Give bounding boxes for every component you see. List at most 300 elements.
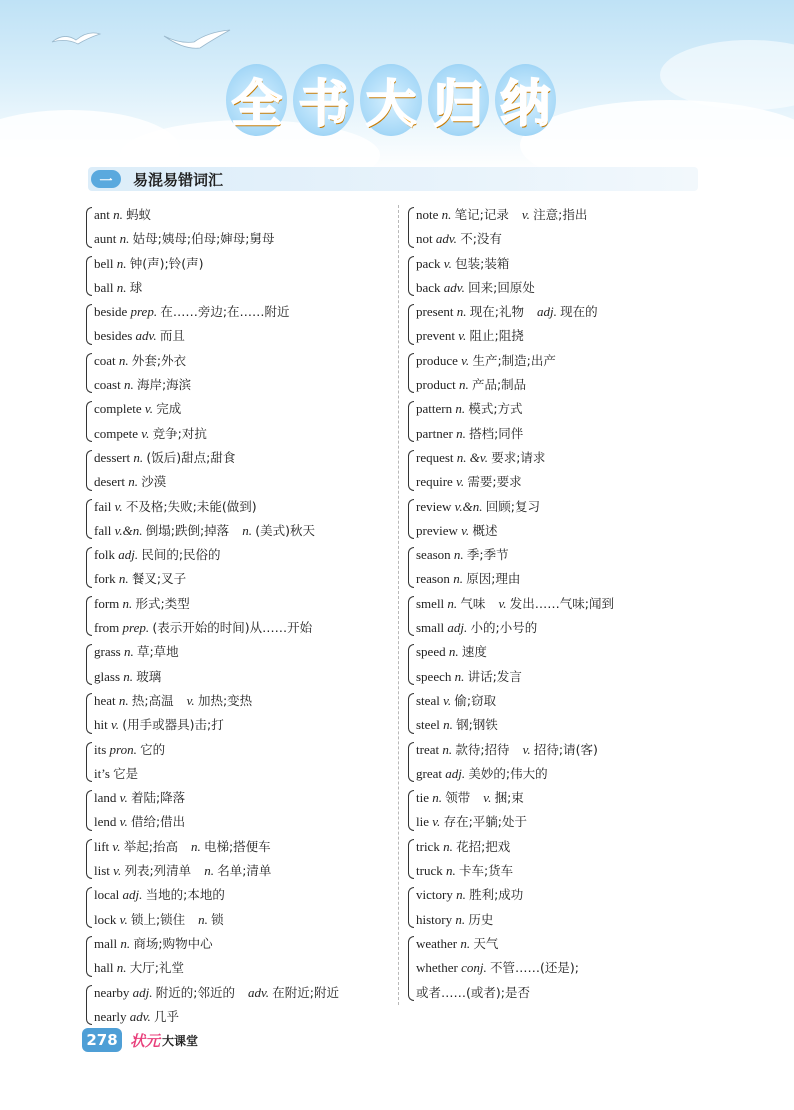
- vocab-entry: [94, 908, 391, 932]
- word-pair-group: [86, 543, 391, 592]
- word-pair-group: [86, 446, 391, 495]
- vocab-entry: [94, 446, 391, 470]
- vocab-entry: [416, 689, 698, 713]
- brand-suffix: 大课堂: [162, 1033, 199, 1048]
- part-of-speech: adv.: [247, 984, 270, 1000]
- vocab-word: small: [416, 620, 445, 636]
- brace-bracket: [86, 207, 92, 248]
- chinese-meaning: 电梯;搭便车: [203, 838, 271, 854]
- vocab-entry: [94, 300, 391, 324]
- vocab-entry: [94, 640, 391, 664]
- part-of-speech: v.: [461, 352, 470, 368]
- chinese-meaning: 笔记;记录: [454, 207, 509, 222]
- word-pair-group: [408, 203, 698, 252]
- seagull-icon: [162, 28, 232, 56]
- page-number: 278: [82, 1028, 122, 1052]
- chinese-meaning: 概述: [472, 522, 498, 538]
- vocab-word: nearly: [94, 1008, 127, 1024]
- part-of-speech: v.: [432, 814, 441, 830]
- vocab-entry: [416, 470, 698, 494]
- section-heading: [88, 167, 698, 191]
- chinese-meaning: 借给;借出: [130, 814, 186, 830]
- chinese-meaning: 不管……(还是);: [490, 960, 579, 976]
- vocab-entry: [94, 689, 391, 713]
- part-of-speech: n.: [116, 255, 127, 271]
- chinese-meaning: 讲话;发言: [467, 668, 522, 684]
- part-of-speech: adv.: [443, 279, 465, 295]
- part-of-speech: v.: [119, 790, 128, 806]
- part-of-speech: v.: [141, 425, 150, 441]
- part-of-speech: n.: [118, 571, 129, 587]
- word-pair-group: [86, 786, 391, 835]
- brace-bracket: [408, 839, 414, 880]
- chinese-meaning: 热;高温: [131, 692, 174, 708]
- chinese-meaning: 餐叉;叉子: [131, 571, 187, 587]
- part-of-speech: pron.: [109, 741, 137, 757]
- chinese-meaning: 沙漠: [141, 474, 167, 490]
- vocab-word: land: [94, 790, 117, 806]
- chinese-meaning: 竞争;对抗: [152, 425, 207, 441]
- vocab-entry: [94, 543, 391, 567]
- column-divider: [398, 205, 399, 1005]
- chinese-meaning: 它是: [113, 765, 139, 781]
- part-of-speech: n.: [204, 863, 214, 879]
- vocab-word: season: [416, 547, 451, 563]
- part-of-speech: v.: [443, 692, 452, 708]
- chinese-meaning: 民间的;民俗的: [141, 547, 221, 563]
- vocab-entry: [94, 835, 391, 859]
- word-pair-group: [408, 300, 698, 349]
- vocab-word: back: [416, 279, 441, 295]
- vocab-word: product: [416, 377, 456, 393]
- vocab-word: truck: [416, 863, 443, 879]
- word-pair-group: [86, 738, 391, 787]
- chinese-meaning: 姑母;姨母;伯母;婶母;舅母: [132, 231, 275, 247]
- vocab-entry: [416, 713, 698, 737]
- part-of-speech: v.: [483, 790, 492, 806]
- brace-bracket: [408, 450, 414, 491]
- brace-bracket: [86, 401, 92, 442]
- brace-bracket: [408, 499, 414, 540]
- vocab-word: fork: [94, 571, 116, 587]
- chinese-meaning: 捆;束: [494, 790, 524, 806]
- vocab-word: not: [416, 231, 433, 247]
- vocab-entry: [416, 786, 698, 810]
- brace-bracket: [408, 596, 414, 637]
- vocab-entry: [416, 349, 698, 373]
- brace-bracket: [86, 596, 92, 637]
- chinese-meaning: (表示开始的时间)从……开始: [152, 620, 313, 636]
- part-of-speech: conj.: [461, 960, 487, 976]
- vocab-word: whether: [416, 960, 458, 976]
- vocab-entry: [94, 762, 391, 786]
- part-of-speech: v.&n.: [454, 498, 483, 514]
- vocab-word: mall: [94, 935, 118, 951]
- vocab-entry: [416, 495, 698, 519]
- part-of-speech: n.: [128, 474, 139, 490]
- chinese-meaning: 搭档;同伴: [469, 425, 524, 441]
- chinese-meaning: 注意;指出: [533, 207, 588, 222]
- chinese-meaning: 招待;请(客): [533, 741, 598, 757]
- vocab-entry: [94, 932, 391, 956]
- chinese-meaning: 不及格;失败;未能(做到): [125, 498, 257, 514]
- part-of-speech: v.: [114, 498, 123, 514]
- part-of-speech: n.: [133, 449, 144, 465]
- vocab-entry: [94, 956, 391, 980]
- vocab-entry: [416, 567, 698, 591]
- vocab-word: ball: [94, 279, 114, 295]
- part-of-speech: adj.: [447, 620, 468, 636]
- part-of-speech: n.: [456, 887, 466, 903]
- vocab-entry: [94, 470, 391, 494]
- vocab-word: steel: [416, 717, 440, 733]
- part-of-speech: adj.: [537, 304, 557, 320]
- word-pair-group: [408, 397, 698, 446]
- vocab-word: fail: [94, 498, 112, 514]
- chinese-meaning: 历史: [468, 911, 494, 927]
- vocab-word: glass: [94, 668, 120, 684]
- vocab-word: victory: [416, 887, 453, 903]
- part-of-speech: v.: [461, 522, 470, 538]
- vocab-word: aunt: [94, 231, 117, 247]
- part-of-speech: v.: [443, 255, 452, 271]
- vocab-entry: [94, 422, 391, 446]
- vocab-word: lie: [416, 814, 429, 830]
- brace-bracket: [86, 985, 92, 1026]
- chinese-meaning: 草;草地: [136, 644, 179, 660]
- chinese-meaning: 商场;购物中心: [133, 935, 213, 951]
- brace-bracket: [408, 742, 414, 783]
- chinese-meaning: 包装;装箱: [455, 255, 510, 271]
- part-of-speech: n.: [453, 571, 463, 587]
- vocab-word: coat: [94, 352, 116, 368]
- chinese-meaning: 不;没有: [460, 231, 502, 247]
- chinese-meaning: 着陆;降落: [130, 790, 186, 806]
- part-of-speech: n.: [453, 547, 464, 563]
- vocab-entry: [416, 300, 698, 324]
- part-of-speech: n.: [123, 377, 134, 393]
- vocab-entry: [416, 859, 698, 883]
- vocab-word: steal: [416, 692, 440, 708]
- brace-bracket: [408, 547, 414, 588]
- brace-bracket: [408, 790, 414, 831]
- vocab-word: ant: [94, 207, 110, 222]
- chinese-meaning: 在……旁边;在……附近: [160, 304, 290, 320]
- word-pair-group: [86, 883, 391, 932]
- word-pair-group: [86, 689, 391, 738]
- part-of-speech: n.: [447, 595, 458, 611]
- word-pair-group: [86, 640, 391, 689]
- vocab-word: pattern: [416, 401, 453, 417]
- chinese-meaning: 完成: [156, 401, 182, 417]
- chinese-meaning: 模式;方式: [468, 401, 523, 417]
- vocab-word: compete: [94, 425, 139, 441]
- part-of-speech: n.: [113, 207, 123, 222]
- vocab-entry: [94, 713, 391, 737]
- vocab-word: hit: [94, 717, 108, 733]
- chinese-meaning: 胜利;成功: [469, 887, 524, 903]
- vocab-word: prevent: [416, 328, 455, 344]
- vocab-word: treat: [416, 741, 440, 757]
- chinese-meaning: 玻璃: [136, 668, 162, 684]
- brace-bracket: [408, 256, 414, 297]
- part-of-speech: n.: [118, 692, 129, 708]
- brace-bracket: [408, 353, 414, 394]
- part-of-speech: n.: [123, 668, 133, 684]
- vocab-word: speed: [416, 644, 446, 660]
- vocab-word: weather: [416, 935, 458, 951]
- brace-bracket: [86, 839, 92, 880]
- chinese-meaning: 原因;理由: [466, 571, 521, 587]
- word-pair-group: [86, 981, 391, 1030]
- vocab-entry: [94, 883, 391, 907]
- vocab-entry: [416, 324, 698, 348]
- vocab-entry: [94, 859, 391, 883]
- vocab-entry: [416, 446, 698, 470]
- part-of-speech: v.: [119, 814, 128, 830]
- chinese-meaning: 回顾;复习: [485, 498, 541, 514]
- part-of-speech: n.: [460, 935, 471, 951]
- part-of-speech: v.: [521, 207, 530, 222]
- vocab-word: tie: [416, 790, 429, 806]
- chinese-meaning: 举起;抬高: [123, 838, 178, 854]
- part-of-speech: adv.: [129, 1008, 151, 1024]
- part-of-speech: n.: [190, 838, 201, 854]
- brace-bracket: [86, 644, 92, 685]
- brace-bracket: [86, 547, 92, 588]
- brace-bracket: [408, 887, 414, 928]
- chinese-meaning: 蚂蚁: [126, 207, 152, 222]
- brace-bracket: [408, 644, 414, 685]
- vocab-entry: [94, 397, 391, 421]
- book-summary-title: [226, 64, 556, 136]
- chinese-meaning: 阻止;阻挠: [469, 328, 524, 344]
- vocab-entry: [94, 567, 391, 591]
- vocab-entry: [416, 665, 698, 689]
- chinese-meaning: 形式;类型: [135, 595, 190, 611]
- vocab-entry: [416, 616, 698, 640]
- word-pair-group: [86, 592, 391, 641]
- vocab-word: review: [416, 498, 452, 514]
- vocab-entry: [416, 762, 698, 786]
- vocab-entry: [416, 227, 698, 251]
- vocab-entry: [416, 738, 698, 762]
- part-of-speech: n.: [123, 644, 134, 660]
- vocab-word: dessert: [94, 449, 131, 465]
- section-number-badge: 一: [91, 170, 121, 188]
- part-of-speech: n. &v.: [456, 449, 488, 465]
- part-of-speech: v.: [112, 838, 121, 854]
- word-pair-group: [86, 203, 391, 252]
- chinese-meaning: 发出……气味;闻到: [509, 595, 614, 611]
- chinese-meaning: 速度: [461, 644, 487, 660]
- part-of-speech: n.: [120, 935, 131, 951]
- vocab-word: preview: [416, 522, 458, 538]
- vocab-word: present: [416, 304, 454, 320]
- chinese-meaning: (美式)秋天: [255, 522, 315, 538]
- chinese-meaning: 大厅;礼堂: [129, 960, 184, 976]
- title-char: 书: [293, 64, 354, 136]
- part-of-speech: n.: [441, 207, 452, 222]
- brace-bracket: [86, 304, 92, 345]
- word-pair-group: [408, 446, 698, 495]
- vocab-word: form: [94, 595, 120, 611]
- page-footer: [82, 1027, 198, 1053]
- part-of-speech: v.: [119, 911, 128, 927]
- vocab-word: beside: [94, 304, 128, 320]
- vocab-entry: [416, 981, 698, 1005]
- word-pair-group: [86, 300, 391, 349]
- brace-bracket: [86, 450, 92, 491]
- word-pair-group: [86, 252, 391, 301]
- vocab-word: produce: [416, 352, 458, 368]
- chinese-meaning: 在附近;附近: [272, 984, 339, 1000]
- chinese-meaning: 领带: [445, 790, 471, 806]
- vocab-word: great: [416, 765, 442, 781]
- vocab-entry: [416, 373, 698, 397]
- chinese-meaning: 附近的;邻近的: [155, 984, 235, 1000]
- vocab-entry: [94, 227, 391, 251]
- brace-bracket: [86, 790, 92, 831]
- word-pair-group: [408, 349, 698, 398]
- part-of-speech: n.: [443, 838, 453, 854]
- vocab-word: folk: [94, 547, 115, 563]
- part-of-speech: n.: [116, 279, 127, 295]
- chinese-meaning: 钟(声);铃(声): [129, 255, 204, 271]
- part-of-speech: n.: [122, 595, 133, 611]
- vocab-word: lend: [94, 814, 117, 830]
- section-title: 易混易错词汇: [133, 170, 224, 189]
- seagull-icon: [50, 28, 102, 52]
- vocab-entry: [416, 883, 698, 907]
- chinese-meaning: 钢;钢铁: [456, 717, 498, 733]
- vocab-word: nearby: [94, 984, 130, 1000]
- chinese-meaning: 天气: [473, 935, 499, 951]
- part-of-speech: n.: [456, 304, 467, 320]
- vocab-entry: [416, 810, 698, 834]
- brace-bracket: [86, 499, 92, 540]
- brace-bracket: [86, 353, 92, 394]
- part-of-speech: v.: [113, 863, 122, 879]
- vocab-entry: [94, 252, 391, 276]
- part-of-speech: n.: [454, 668, 465, 684]
- word-pair-group: [408, 883, 698, 932]
- vocab-word: list: [94, 863, 110, 879]
- vocab-entry: [416, 252, 698, 276]
- word-pair-group: [408, 738, 698, 787]
- part-of-speech: v.: [144, 401, 153, 417]
- word-pair-group: [408, 640, 698, 689]
- vocab-word: lock: [94, 911, 117, 927]
- part-of-speech: adv.: [435, 231, 457, 247]
- word-pair-group: [408, 835, 698, 884]
- vocab-word: grass: [94, 644, 121, 660]
- chinese-meaning: 款待;招待: [455, 741, 510, 757]
- part-of-speech: v.: [458, 328, 467, 344]
- brace-bracket: [86, 887, 92, 928]
- part-of-speech: v.: [186, 692, 195, 708]
- vocab-word: history: [416, 911, 453, 927]
- part-of-speech: adv.: [135, 328, 157, 344]
- vocab-entry: [94, 373, 391, 397]
- vocab-entry: [416, 276, 698, 300]
- vocab-entry: [416, 543, 698, 567]
- word-pair-group: [408, 252, 698, 301]
- chinese-meaning: 要求;请求: [491, 449, 546, 465]
- right-word-column: [408, 203, 698, 1005]
- word-pair-group: [408, 786, 698, 835]
- word-pair-group: [408, 592, 698, 641]
- part-of-speech: n.: [242, 522, 252, 538]
- left-word-column: [86, 203, 391, 1029]
- chinese-meaning: 季;季节: [466, 547, 509, 563]
- title-char: 全: [226, 64, 287, 136]
- vocab-word: fall: [94, 522, 112, 538]
- part-of-speech: n.: [455, 401, 466, 417]
- vocab-entry: [416, 422, 698, 446]
- part-of-speech: v.: [110, 717, 120, 733]
- chinese-meaning: 现在;礼物: [469, 304, 525, 320]
- chinese-meaning: 锁上;锁住: [130, 911, 186, 927]
- word-pair-group: [86, 397, 391, 446]
- vocab-entry: [94, 786, 391, 810]
- chinese-meaning: 列表;列清单: [124, 863, 192, 879]
- part-of-speech: prep.: [122, 620, 150, 636]
- part-of-speech: adj.: [118, 547, 139, 563]
- brace-bracket: [86, 256, 92, 297]
- chinese-meaning: 美妙的;伟大的: [468, 765, 548, 781]
- vocab-entry: [94, 203, 391, 227]
- brace-bracket: [86, 742, 92, 783]
- chinese-meaning: 名单;清单: [217, 863, 272, 879]
- brace-bracket: [408, 207, 414, 248]
- vocab-word: it’s: [94, 765, 110, 781]
- vocab-entry: [94, 495, 391, 519]
- chinese-meaning: 需要;要求: [467, 474, 522, 490]
- vocab-entry: [416, 932, 698, 956]
- chinese-meaning: 生产;制造;出产: [472, 352, 556, 368]
- vocab-word: pack: [416, 255, 441, 271]
- title-char: 纳: [495, 64, 556, 136]
- word-pair-group: [86, 932, 391, 981]
- part-of-speech: n.: [116, 960, 127, 976]
- word-pair-group: [86, 835, 391, 884]
- part-of-speech: n.: [443, 717, 453, 733]
- part-of-speech: adj.: [132, 984, 153, 1000]
- part-of-speech: prep.: [130, 304, 158, 320]
- part-of-speech: n.: [432, 790, 442, 806]
- part-of-speech: v.: [498, 595, 507, 611]
- word-pair-group: [408, 932, 698, 1005]
- vocab-word: its: [94, 741, 107, 757]
- vocab-entry: [94, 276, 391, 300]
- vocab-entry: [416, 956, 698, 980]
- chinese-meaning: 而且: [159, 328, 185, 344]
- part-of-speech: adj.: [122, 887, 143, 903]
- cloud-shape: [520, 100, 794, 170]
- brand-logo: 状元: [130, 1031, 161, 1050]
- vocab-entry: [416, 640, 698, 664]
- title-char: 归: [428, 64, 489, 136]
- brace-bracket: [86, 693, 92, 734]
- brace-bracket: [408, 401, 414, 442]
- chinese-meaning: 产品;制品: [471, 377, 527, 393]
- chinese-meaning: 卡车;货车: [458, 863, 514, 879]
- vocab-entry: [94, 810, 391, 834]
- brace-bracket: [408, 693, 414, 734]
- vocab-word: partner: [416, 425, 453, 441]
- vocab-word: heat: [94, 692, 116, 708]
